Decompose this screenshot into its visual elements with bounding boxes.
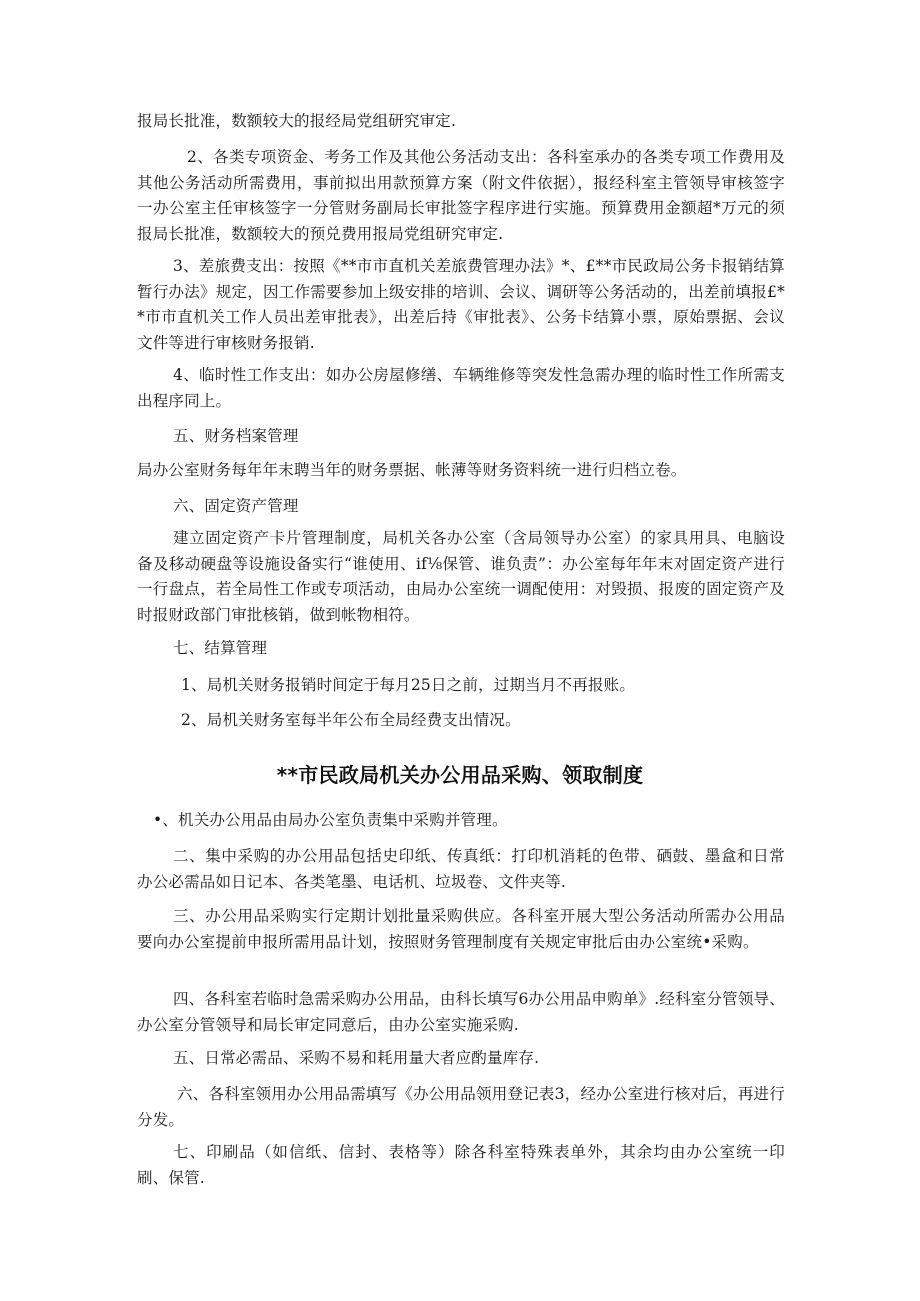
section-title: **市民政局机关办公用品采购、领取制度 <box>276 763 644 787</box>
rule-item-3: 三、办公用品采购实行定期计划批量采购供应。各科室开展大型公务活动所需办公用品要向办公室提前申报所需用品计划，按照财务管理制度有关规定审批后由办公室统•采购。 <box>137 907 785 951</box>
paragraph-approval-continued: 报局长批准，数额较大的报经局党组研究审定. <box>137 112 457 130</box>
heading-financial-archives: 五、财务档案管理 <box>173 427 299 445</box>
paragraph-fixed-assets: 建立固定资产卡片管理制度，局机关各办公室（含局领导办公室）的家具用具、电脑设备及移动硬盘等设施设备实行“谁使用、if⅛保管、谁负责”：办公室每年年末对固定资产进行一行盘点，若全局性工作或专项活动，由局办公室统一调配使用：对毁损、报废的固定资产及时报财政部门审批核销，做到帐物相符。 <box>137 529 785 624</box>
paragraph-special-funds: 2、各类专项资金、考务工作及其他公务活动支出：各科室承办的各类专项工作费用及其他公务活动所需费用，事前拟出用款预算方案（附文件依据），报经科室主管领导审核签字一办公室主任审核签字一分管财务副局长审批签字程序进行实施。预算费用金额超*万元的须报局长批准，数额较大的预兑费用报局党组研究审定. <box>137 148 785 243</box>
rule-item-6: 六、各科室领用办公用品需填写《办公用品领用登记表3，经办公室进行核对后，再进行分发。 <box>137 1085 785 1129</box>
rule-item-5: 五、日常必需品、采购不易和耗用量大者应酌量库存. <box>173 1049 540 1067</box>
paragraph-financial-archives: 局办公室财务每年年末聘当年的财务票据、帐薄等财务资料统一进行归档立卷。 <box>137 461 687 479</box>
paragraph-settlement-disclosure: 2、局机关财务室每半年公布全局经费支出情况。 <box>181 711 521 729</box>
paragraph-temporary-expenses: 4、临时性工作支出：如办公房屋修缮、车辆维修等突发性急需办理的临时性工作所需支出程序同上。 <box>137 366 785 410</box>
rule-item-1: •、机关办公用品由局办公室负责集中采购并管理。 <box>153 811 508 829</box>
rule-item-4: 四、各科室若临时急需采购办公用品，由科长填写6办公用品申购单》.经科室分管领导、办公室分管领导和局长审定同意后，由办公室实施采购. <box>137 990 785 1034</box>
heading-settlement: 七、结算管理 <box>173 639 268 657</box>
rule-item-7: 七、印刷品（如信纸、信封、表格等）除各科室特殊表单外，其余均由办公室统一印刷、保管. <box>137 1143 785 1187</box>
paragraph-settlement-deadline: 1、局机关财务报销时间定于每月25日之前，过期当月不再报账。 <box>181 676 636 694</box>
rule-item-2: 二、集中采购的办公用品包括史印纸、传真纸：打印机消耗的色带、硒鼓、墨盒和日常办公必需品如日记本、各类笔墨、电话机、垃圾卷、文件夹等. <box>137 847 785 891</box>
paragraph-travel-expenses: 3、差旅费支出：按照《**市市直机关差旅费管理办法》*、£**市民政局公务卡报销结算暂行办法》规定，因工作需要参加上级安排的培训、会议、调研等公务活动的，出差前填报£**市市直机关工作人员出差审批表》，出差后持《审批表》、公务卡结算小票，原始票据、会议文件等进行审核财务报销. <box>137 257 785 352</box>
heading-fixed-assets: 六、固定资产管理 <box>173 497 299 515</box>
